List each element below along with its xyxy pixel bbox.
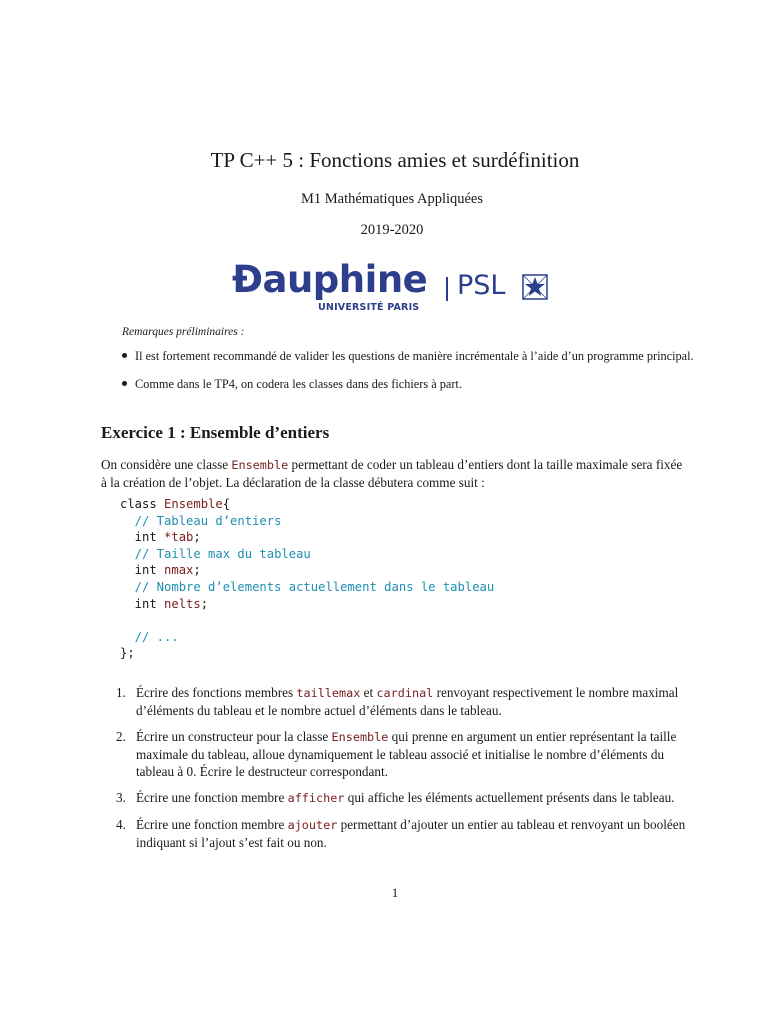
question-text: Écrire des fonctions membres xyxy=(136,685,297,700)
list-item xyxy=(118,348,698,364)
remark-text: Il est fortement recommandé de valider les questions de manière incrémentale à l’aide d’un programme principal. xyxy=(135,349,694,363)
question-text: qui affiche les éléments actuellement présents dans le tableau. xyxy=(344,790,675,805)
exercise-heading: Exercice 1 : Ensemble d’entiers xyxy=(101,423,330,442)
code-punct: ; xyxy=(193,563,201,578)
inline-code: ajouter xyxy=(287,818,338,832)
remarks-heading: Remarques préliminaires : xyxy=(122,326,245,338)
bullet-icon xyxy=(122,353,127,358)
logo-subtitle: UNIVERSITÉ PARIS xyxy=(318,302,420,313)
logo-wordmark: Ɖauphine xyxy=(232,258,428,301)
code-keyword: int xyxy=(120,563,165,578)
code-comment: // Nombre d’elements actuellement dans le tableau xyxy=(120,579,495,594)
questions-list xyxy=(116,684,696,860)
logo-divider xyxy=(446,277,448,301)
question-text: et xyxy=(360,685,377,700)
intro-text: permettant de coder un tableau d’entiers dont la taille maximale sera fixée à la création de l’objet. La déclaration de la classe débutera comme suit : xyxy=(101,457,683,490)
course-subtitle: M1 Mathématiques Appliquées xyxy=(300,191,484,207)
question-text: Écrire une fonction membre xyxy=(136,817,288,832)
exercise-intro xyxy=(101,456,691,491)
remarks-list xyxy=(118,348,698,404)
question-number: 4. xyxy=(116,817,126,832)
code-identifier: *tab xyxy=(164,530,194,545)
page-number: 1 xyxy=(391,885,399,900)
question-text: Écrire un constructeur pour la classe xyxy=(136,729,332,744)
question-text: qui prenne en argument un entier représentant la taille maximale du tableau, alloue dynamiquement le tableau associé et initialise le nombre d’éléments du tableau à 0. Écrire le destructeur correspondant. xyxy=(136,729,677,779)
dauphine-psl-logo xyxy=(232,258,562,314)
list-item xyxy=(116,816,696,851)
code-punct: }; xyxy=(120,646,135,661)
code-keyword: int xyxy=(120,596,165,611)
psl-star-icon xyxy=(522,274,548,300)
question-text: renvoyant respectivement le nombre maximal d’éléments du tableau et le nombre actuel d’éléments dans le tableau. xyxy=(136,685,679,718)
code-comment: // Tableau d’entiers xyxy=(120,513,282,528)
academic-year: 2019-2020 xyxy=(360,222,424,238)
inline-code: Ensemble xyxy=(231,458,289,472)
code-identifier: Ensemble xyxy=(164,497,223,511)
code-comment: // ... xyxy=(120,629,179,644)
code-keyword: class xyxy=(120,497,165,511)
intro-text: On considère une classe xyxy=(101,457,232,472)
bullet-icon xyxy=(122,381,127,386)
inline-code: Ensemble xyxy=(331,730,389,744)
question-number: 2. xyxy=(116,729,126,744)
code-comment: // Taille max du tableau xyxy=(120,546,311,561)
list-item xyxy=(116,728,696,780)
list-item xyxy=(116,789,696,807)
code-block xyxy=(120,496,494,662)
code-keyword: int xyxy=(120,530,165,545)
question-number: 3. xyxy=(116,790,126,805)
inline-code: afficher xyxy=(287,791,345,805)
code-punct: ; xyxy=(193,530,201,545)
code-identifier: nmax xyxy=(164,563,194,578)
list-item xyxy=(118,376,698,392)
page-title: TP C++ 5 : Fonctions amies et surdéfinition xyxy=(210,148,580,172)
inline-code: taillemax xyxy=(296,686,361,700)
code-punct: { xyxy=(222,497,231,511)
inline-code: cardinal xyxy=(376,686,434,700)
code-identifier: nelts xyxy=(164,596,201,611)
code-punct: ; xyxy=(200,596,209,611)
question-number: 1. xyxy=(116,685,126,700)
list-item xyxy=(116,684,696,719)
remark-text: Comme dans le TP4, on codera les classes dans des fichiers à part. xyxy=(135,377,462,391)
logo-psl-text: PSL xyxy=(457,270,506,301)
question-text: permettant d’ajouter un entier au tableau et renvoyant un booléen indiquant si l’ajout s’est fait ou non. xyxy=(136,817,686,850)
question-text: Écrire une fonction membre xyxy=(136,790,288,805)
